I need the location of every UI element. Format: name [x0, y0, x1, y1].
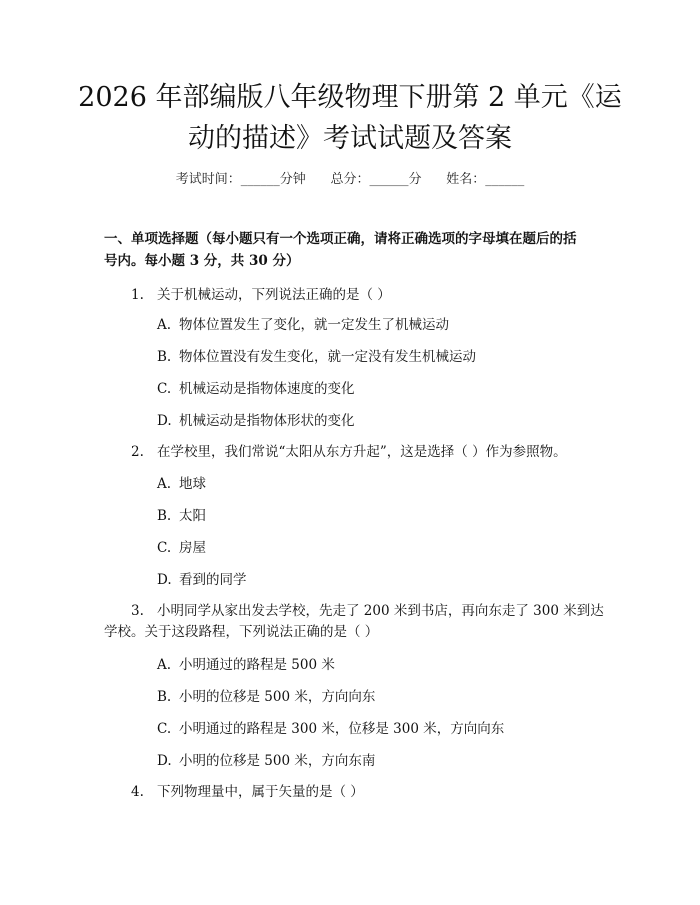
option-1c — [157, 379, 355, 399]
section-heading-line-1: 一、单项选择题（每小题只有一个选项正确，请将正确选项的字母填在题后的括 — [104, 231, 577, 247]
question-number: 2. — [131, 444, 144, 460]
option-1b — [157, 347, 476, 367]
option-letter: A. — [157, 657, 172, 673]
option-text: 机械运动是指物体速度的变化 — [179, 381, 355, 397]
option-text: 物体位置发生了变化，就一定发生了机械运动 — [179, 317, 449, 333]
option-3c — [157, 719, 504, 739]
option-letter: D. — [157, 413, 172, 429]
option-text: 地球 — [179, 476, 206, 492]
exam-title-line-2: 动的描述》考试试题及答案 — [188, 123, 512, 154]
question-text: 小明同学从家出发去学校，先走了 200 米到书店，再向东走了 300 米到达 — [157, 603, 604, 619]
question-2 — [131, 441, 567, 463]
question-number: 4. — [131, 784, 144, 800]
option-text: 太阳 — [179, 508, 206, 524]
option-text: 小明的位移是 500 米，方向向东 — [179, 689, 376, 705]
question-text: 关于机械运动，下列说法正确的是（ ） — [157, 287, 391, 303]
option-2d — [157, 570, 247, 590]
option-text: 小明通过的路程是 300 米，位移是 300 米，方向向东 — [179, 721, 505, 737]
question-3-continuation: 学校。关于这段路程，下列说法正确的是（ ） — [104, 624, 379, 640]
option-letter: B. — [157, 508, 172, 524]
option-1d — [157, 411, 355, 431]
option-letter: C. — [157, 381, 172, 397]
question-number: 1. — [131, 287, 144, 303]
option-letter: C. — [157, 721, 172, 737]
option-text: 小明的位移是 500 米，方向东南 — [179, 753, 376, 769]
option-2b — [157, 506, 206, 526]
option-text: 看到的同学 — [179, 572, 247, 588]
option-3d — [157, 751, 375, 771]
option-letter: A. — [157, 317, 172, 333]
question-number: 3. — [131, 603, 144, 619]
option-letter: D. — [157, 572, 172, 588]
option-letter: D. — [157, 753, 172, 769]
option-3b — [157, 687, 375, 707]
option-letter: B. — [157, 349, 172, 365]
question-1 — [131, 284, 391, 306]
option-3a — [157, 655, 335, 675]
option-text: 小明通过的路程是 500 米 — [179, 657, 335, 673]
option-letter: B. — [157, 689, 172, 705]
option-2a — [157, 474, 206, 494]
option-text: 机械运动是指物体形状的变化 — [179, 413, 355, 429]
option-letter: A. — [157, 476, 172, 492]
question-3 — [131, 600, 604, 622]
option-text: 物体位置没有发生变化，就一定没有发生机械运动 — [179, 349, 476, 365]
question-text: 下列物理量中，属于矢量的是（ ） — [157, 784, 364, 800]
option-2c — [157, 538, 206, 558]
section-heading-line-2: 号内。每小题 3 分，共 30 分） — [104, 253, 300, 269]
exam-meta-line: 考试时间：______分钟 总分：______分 姓名：______ — [175, 172, 525, 187]
question-4 — [131, 781, 364, 803]
question-text: 在学校里，我们常说“太阳从东方升起”，这是选择（ ）作为参照物。 — [157, 444, 567, 460]
option-text: 房屋 — [179, 540, 206, 556]
option-letter: C. — [157, 540, 172, 556]
option-1a — [157, 315, 449, 335]
exam-title-line-1: 2026 年部编版八年级物理下册第 2 单元《运 — [78, 82, 622, 113]
